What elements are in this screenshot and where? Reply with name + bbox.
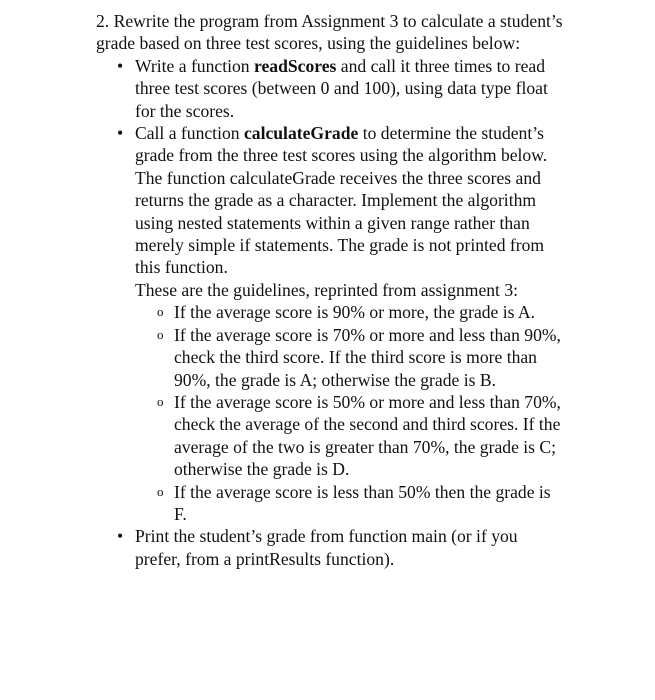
bullet-icon: • (117, 526, 124, 547)
guideline-item (96, 391, 566, 481)
hollow-bullet-icon: o (157, 304, 164, 320)
hollow-bullet-icon: o (157, 393, 164, 409)
bullet-icon: • (117, 55, 124, 76)
guidelines-intro: These are the guidelines, reprinted from assignment 3: (135, 279, 519, 300)
bullet-print-grade (96, 525, 566, 570)
guideline-text: If the average score is 90% or more, the grade is A. (174, 302, 536, 323)
bullet-text: Print the student’s grade from function main (or if you prefer, from a printResults function). (135, 526, 518, 569)
bullet-read-scores (96, 55, 566, 122)
guideline-item (96, 324, 566, 391)
problem-statement: 2. Rewrite the program from Assignment 3 to calculate a student’s grade based on three test scores, using the guidelines below: (96, 11, 563, 54)
guideline-item (96, 301, 566, 323)
bullet-text-pre: Call a function (135, 123, 244, 144)
guideline-item (96, 481, 566, 526)
guideline-text: If the average score is less than 50% then the grade is F. (174, 481, 551, 524)
hollow-bullet-icon: o (157, 483, 164, 499)
bullet-icon: • (117, 123, 124, 144)
bullet-text-pre: Write a function (135, 55, 254, 76)
function-name-calculategrade: calculateGrade (243, 123, 359, 144)
guideline-text: If the average score is 50% or more and less than 70%, check the average of the second and third scores. If the average of the two is greater than 70%, the grade is C; otherwise the grade is D. (174, 391, 561, 480)
bullet-calculate-grade (96, 122, 566, 279)
function-name-readscores: readScores (253, 55, 337, 76)
bullet-text-post: and call it three times to read three test scores (between 0 and 100), using data type float for the scores. (135, 55, 548, 121)
assignment-document (96, 10, 566, 570)
hollow-bullet-icon: o (157, 326, 164, 342)
bullet-text-post: to determine the student’s grade from the three test scores using the algorithm below. The function calculateGrade receives the three scores and returns the grade as a character. Implement the algorithm using nested statements within a given range rather than merely simple if statements. The grade is not printed from this function. (135, 123, 548, 278)
guideline-text: If the average score is 70% or more and less than 90%, check the third score. If the third score is more than 90%, the grade is A; otherwise the grade is B. (174, 324, 561, 390)
